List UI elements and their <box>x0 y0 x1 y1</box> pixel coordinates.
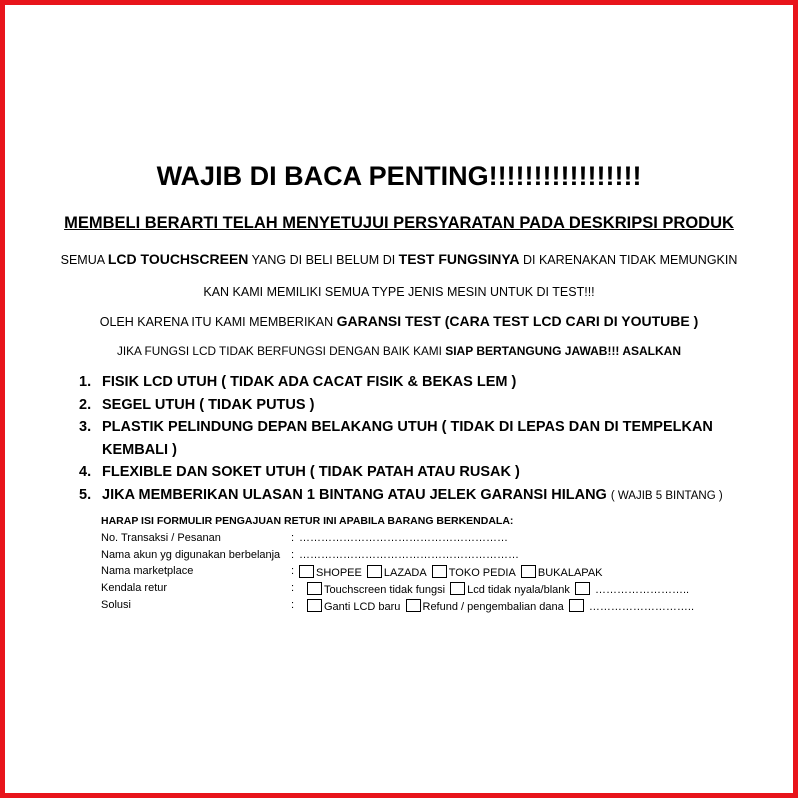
tokopedia-checkbox[interactable] <box>432 565 447 578</box>
intro-line-1 <box>0 251 798 267</box>
colon-separator: : <box>291 582 295 595</box>
form-row-marketplace <box>101 565 741 582</box>
condition-item <box>79 484 759 508</box>
intro-line-2: KAN KAMI MEMILIKI SEMUA TYPE JENIS MESIN UNTUK DI TEST!!! <box>203 285 595 299</box>
colon-separator: : <box>291 548 295 561</box>
condition-number: 2. <box>79 396 92 413</box>
transaksi-field[interactable]: ………………………………………………… <box>299 532 508 544</box>
intro-line-3 <box>0 313 798 329</box>
akun-label: Nama akun yg digunakan berbelanja <box>101 548 281 561</box>
ganti-lcd-checkbox[interactable] <box>307 599 322 612</box>
kendala-options <box>307 582 689 596</box>
form-row-transaksi <box>101 532 741 549</box>
condition-text: FISIK LCD UTUH ( TIDAK ADA CACAT FISIK & BEKAS LEM ) <box>102 374 517 390</box>
intro-line-3-emphasis-garansi: GARANSI TEST (CARA TEST LCD CARI DI YOUTUBE ) <box>336 313 699 329</box>
condition-number: 4. <box>79 464 92 480</box>
other-issue-field[interactable]: …………………….. <box>595 584 690 597</box>
intro-line-1-part-c: YANG DI BELI BELUM DI <box>248 253 399 267</box>
form-heading: HARAP ISI FORMULIR PENGAJUAN RETUR INI APABILA BARANG BERKENDALA: <box>101 515 514 527</box>
condition-item <box>79 394 759 417</box>
condition-item <box>79 416 759 461</box>
refund-label: Refund / pengembalian dana <box>422 600 564 613</box>
warranty-conditions-list <box>79 371 759 507</box>
lazada-checkbox[interactable] <box>367 565 382 578</box>
colon-separator: : <box>291 565 295 578</box>
condition-text: SEGEL UTUH ( TIDAK PUTUS ) <box>102 396 315 413</box>
intro-line-4-part-a: JIKA FUNGSI LCD TIDAK BERFUNGSI DENGAN BAIK KAMI <box>117 344 446 358</box>
intro-line-1-part-a: SEMUA <box>60 253 108 267</box>
colon-separator: : <box>291 598 295 611</box>
intro-line-1-emphasis-test: TEST FUNGSINYA <box>398 251 520 267</box>
other-issue-checkbox[interactable] <box>575 582 590 595</box>
kendala-label: Kendala retur <box>101 582 168 595</box>
bukalapak-checkbox[interactable] <box>521 565 536 578</box>
shopee-checkbox[interactable] <box>299 565 314 578</box>
condition-number: 3. <box>79 419 92 435</box>
lcd-blank-checkbox[interactable] <box>450 582 465 595</box>
other-solution-field[interactable]: ……………………….. <box>588 600 695 613</box>
condition-text: JIKA MEMBERIKAN ULASAN 1 BINTANG ATAU JELEK GARANSI HILANG <box>102 486 607 503</box>
condition-text: PLASTIK PELINDUNG DEPAN BELAKANG UTUH ( TIDAK DI LEPAS DAN DI TEMPELKAN KEMBALI ) <box>102 419 713 458</box>
touchscreen-issue-label: Touchscreen tidak fungsi <box>324 584 446 597</box>
condition-number: 1. <box>79 374 92 390</box>
marketplace-label: Nama marketplace <box>101 565 194 578</box>
akun-field[interactable]: …………………………………………………… <box>299 548 519 561</box>
touchscreen-issue-checkbox[interactable] <box>307 582 322 595</box>
marketplace-options <box>299 565 605 579</box>
lcd-blank-label: Lcd tidak nyala/blank <box>467 584 570 597</box>
shopee-option-label: SHOPEE <box>316 567 362 580</box>
return-form <box>101 515 741 615</box>
lazada-option-label: LAZADA <box>383 567 427 580</box>
condition-note: ( WAJIB 5 BINTANG ) <box>610 489 723 502</box>
bukalapak-option-label: BUKALAPAK <box>537 567 603 580</box>
page-title: WAJIB DI BACA PENTING!!!!!!!!!!!!!!!!! <box>156 161 642 191</box>
form-row-solusi <box>101 599 741 616</box>
tokopedia-option-label: TOKO PEDIA <box>448 567 516 580</box>
refund-checkbox[interactable] <box>406 599 421 612</box>
other-solution-checkbox[interactable] <box>569 599 584 612</box>
form-row-akun <box>101 549 741 566</box>
intro-line-4 <box>0 344 798 358</box>
ganti-lcd-label: Ganti LCD baru <box>324 600 401 613</box>
intro-line-1-emphasis-lcd: LCD TOUCHSCREEN <box>107 251 249 267</box>
intro-line-1-part-e: DI KARENAKAN TIDAK MEMUNGKIN <box>519 253 738 267</box>
solusi-label: Solusi <box>101 598 131 611</box>
condition-item <box>79 461 759 484</box>
condition-item <box>79 371 759 394</box>
intro-line-4-emphasis: SIAP BERTANGUNG JAWAB!!! ASALKAN <box>445 344 681 358</box>
colon-separator: : <box>291 532 295 544</box>
condition-text: FLEXIBLE DAN SOKET UTUH ( TIDAK PATAH ATAU RUSAK ) <box>102 464 520 480</box>
intro-line-3-part-a: OLEH KARENA ITU KAMI MEMBERIKAN <box>99 315 337 329</box>
page-subtitle: MEMBELI BERARTI TELAH MENYETUJUI PERSYARATAN PADA DESKRIPSI PRODUK <box>64 214 734 232</box>
solusi-options <box>307 599 694 613</box>
transaksi-label: No. Transaksi / Pesanan <box>101 532 221 544</box>
condition-number: 5. <box>79 486 92 503</box>
form-row-kendala <box>101 582 741 599</box>
